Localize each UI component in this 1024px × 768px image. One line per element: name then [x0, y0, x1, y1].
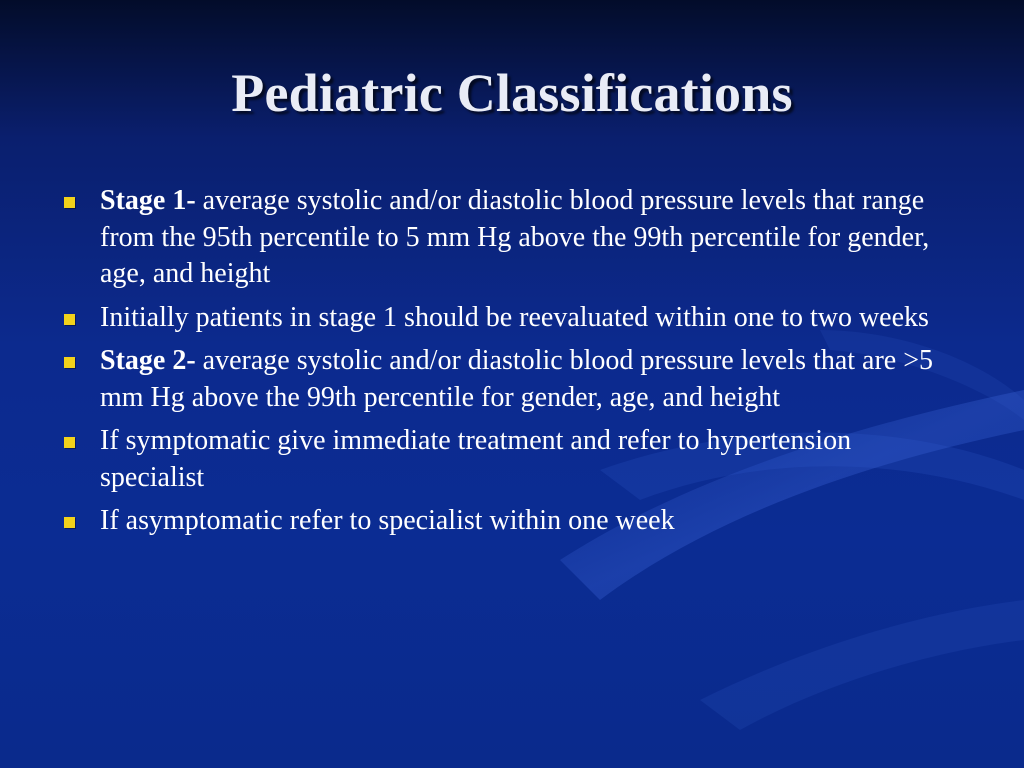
bullet-item-stage-2 — [62, 343, 962, 416]
square-bullet-icon — [64, 517, 75, 528]
bullet-text: If asymptomatic refer to specialist within one week — [100, 505, 675, 536]
bullet-lead: Stage 1- — [100, 185, 196, 216]
slide-title: Pediatric Classifications — [231, 63, 793, 123]
bullet-text: Initially patients in stage 1 should be reevaluated within one to two weeks — [100, 301, 929, 333]
square-bullet-icon — [64, 314, 75, 325]
bullet-list — [62, 183, 962, 547]
bullet-item-stage-1 — [62, 183, 962, 293]
bullet-item-symptomatic — [62, 423, 962, 496]
square-bullet-icon — [64, 357, 75, 368]
bullet-lead: Stage 2- — [100, 345, 196, 376]
bullet-item-reevaluate — [62, 300, 962, 337]
bullet-text: If symptomatic give immediate treatment and refer to hypertension specialist — [100, 425, 852, 493]
bullet-item-asymptomatic — [62, 503, 962, 540]
square-bullet-icon — [64, 197, 75, 208]
square-bullet-icon — [64, 437, 75, 448]
bullet-text: average systolic and/or diastolic blood pressure levels that are >5 mm Hg above the 99th percentile for gender, age, and height — [100, 345, 933, 413]
bullet-text: average systolic and/or diastolic blood pressure levels that range from the 95th percentile to 5 mm Hg above the 99th percentile for gender, age, and height — [100, 185, 930, 289]
